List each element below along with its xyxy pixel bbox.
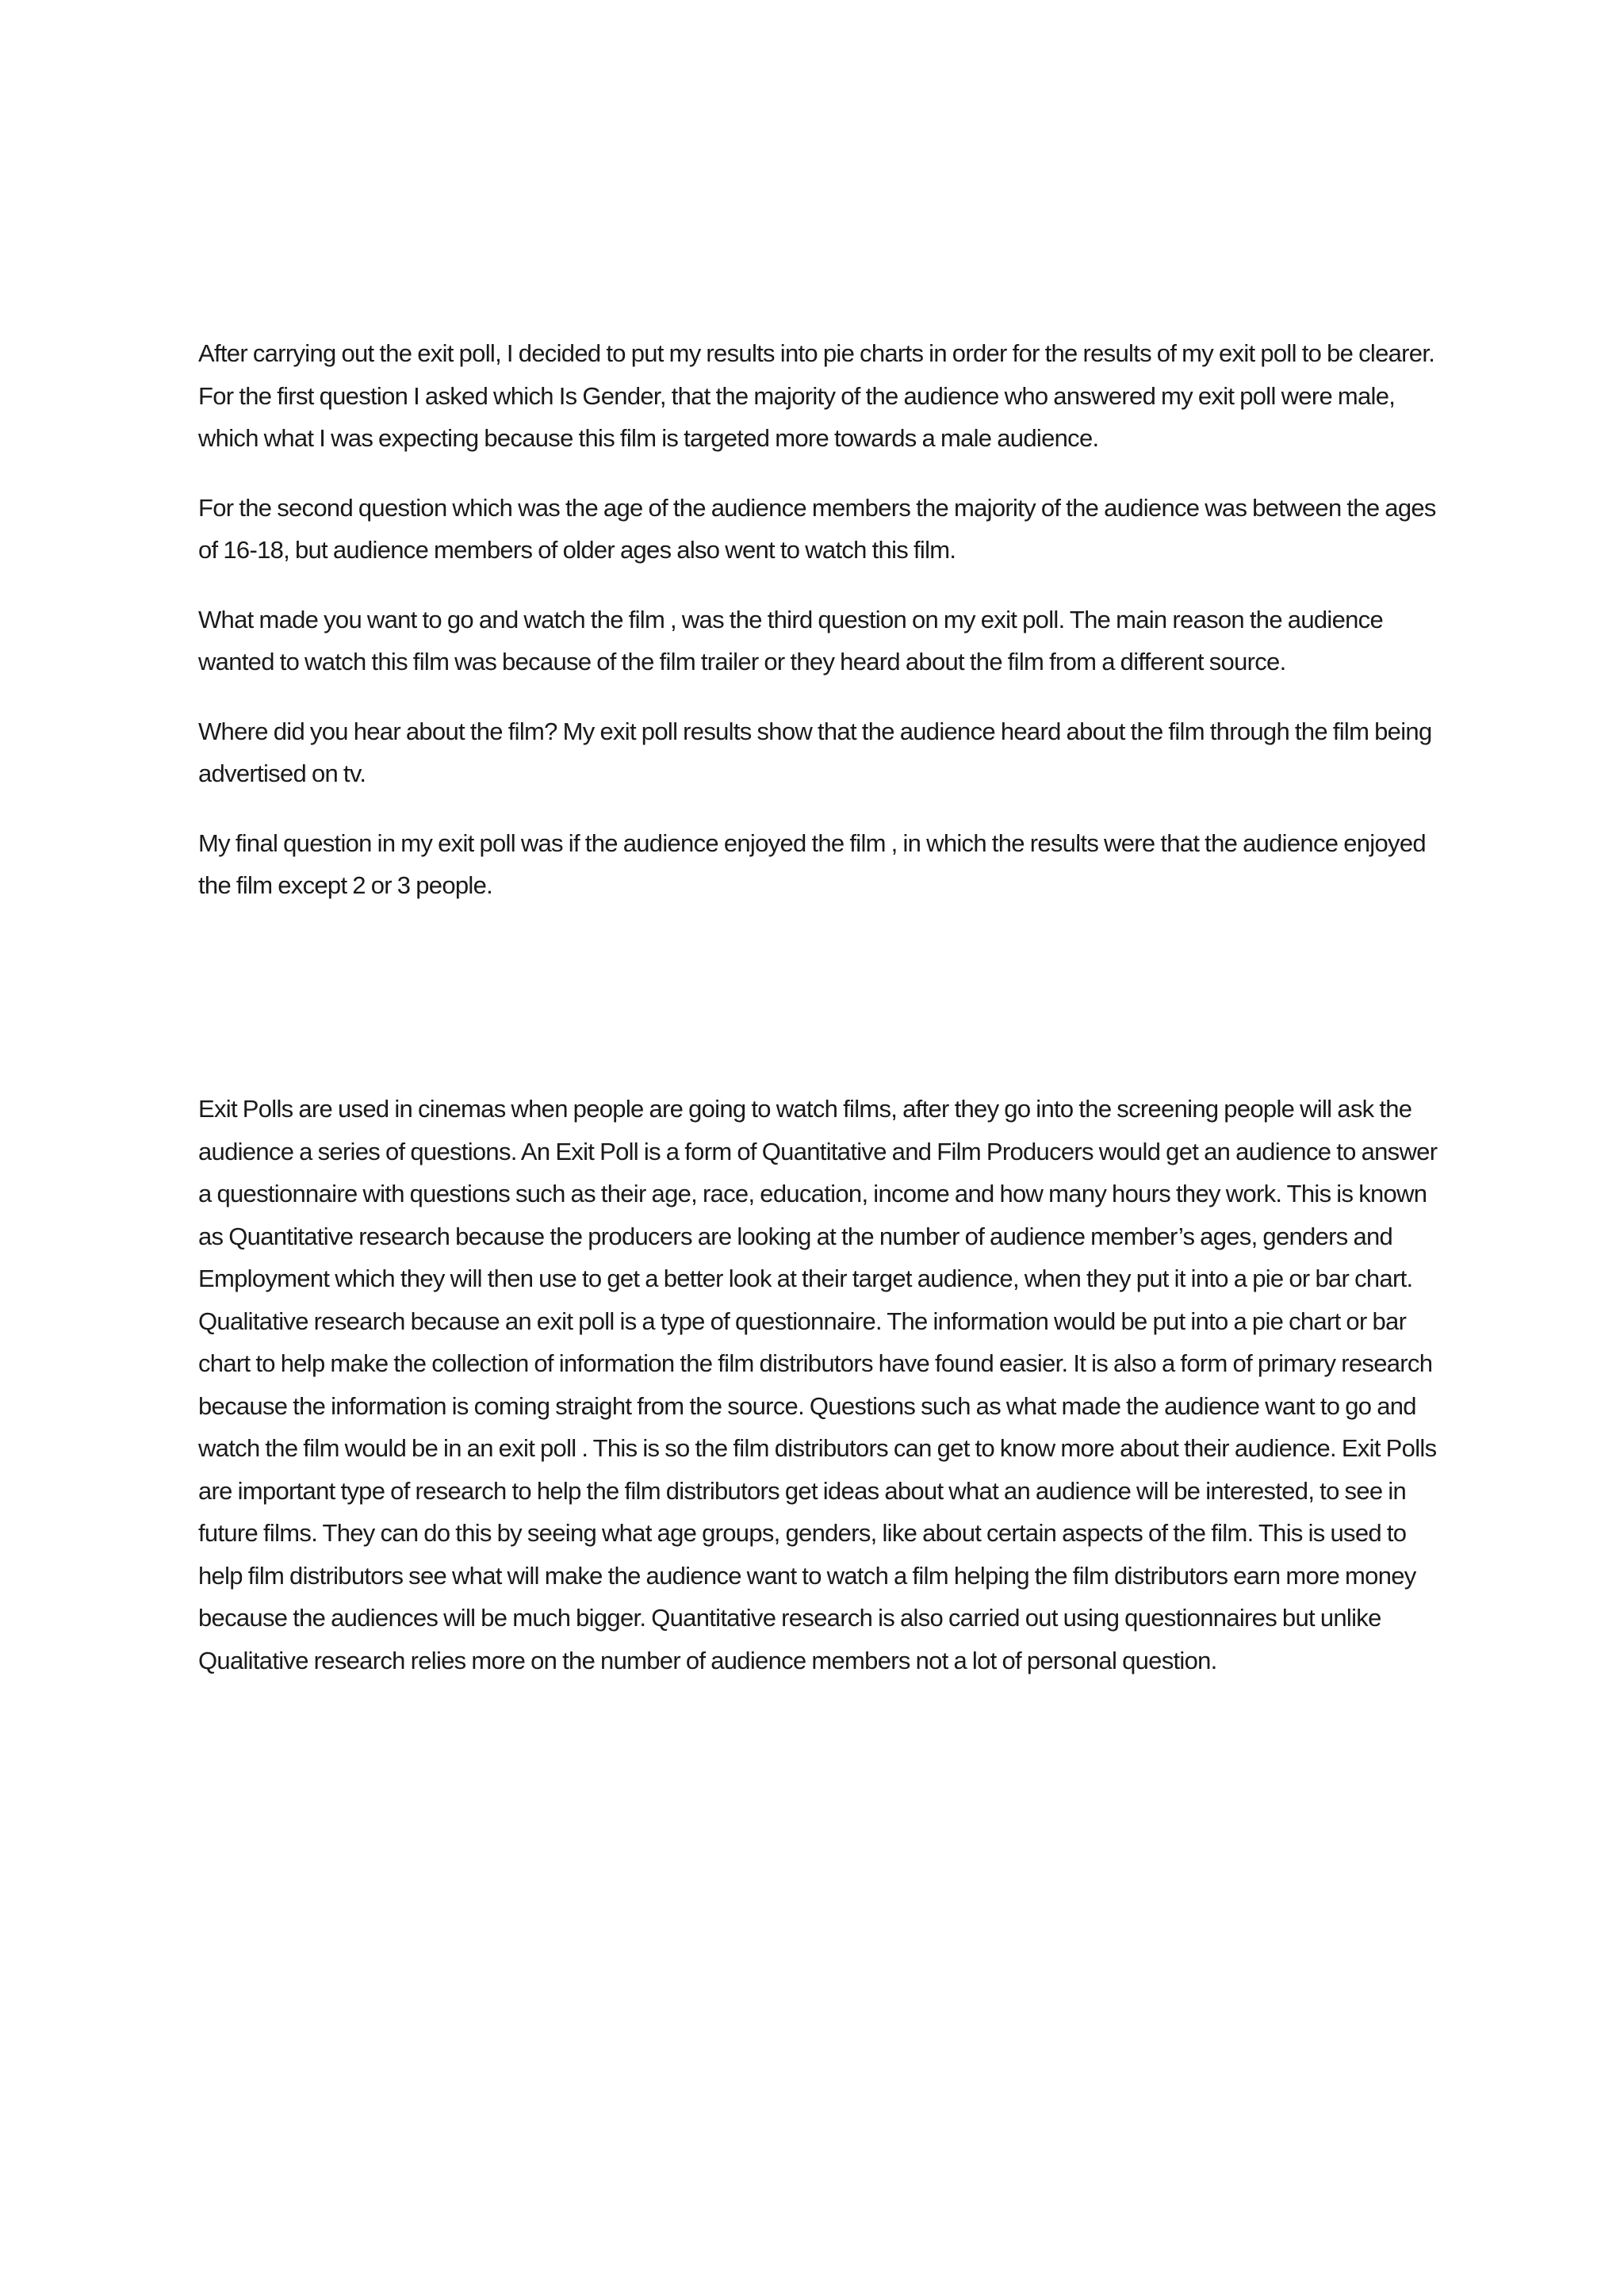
paragraph-source-results: Where did you hear about the film? My exit poll results show that the audience heard about the film through the film being advertised on tv.: [198, 717, 1432, 787]
exit-poll-results-section: [198, 332, 1451, 907]
paragraph-age-results: For the second question which was the age of the audience members the majority of the audience was between the ages of 16-18, but audience members of older ages also went to watch this film.: [198, 493, 1436, 564]
paragraph-exit-poll-explainer: Exit Polls are used in cinemas when people are going to watch films, after they go into the screening people will ask the audience a series of questions. An Exit Poll is a form of Quantitative and Film Producers would get an audience to answer a questionnaire with questions such as their age, race, education, income and how many hours they work. This is known as Quantitative research because the producers are looking at the number of audience member’s ages, genders and Employment which they will then use to get a better look at their target audience, when they put it into a pie or bar chart. Qualitative research because an exit poll is a type of questionnaire. The information would be put into a pie chart or bar chart to help make the collection of information the film distributors have found easier. It is also a form of primary research because the information is coming straight from the source. Questions such as what made the audience want to go and watch the film would be in an exit poll . This is so the film distributors can get to know more about their audience. Exit Polls are important type of research to help the film distributors get ideas about what an audience will be interested, to see in future films. They can do this by seeing what age groups, genders, like about certain aspects of the film. This is used to help film distributors see what will make the audience want to watch a film helping the film distributors earn more money because the audiences will be much bigger. Quantitative research is also carried out using questionnaires but unlike Qualitative research relies more on the number of audience members not a lot of personal question.: [198, 1095, 1438, 1674]
paragraph-enjoyment-results: My final question in my exit poll was if the audience enjoyed the film , in which the results were that the audience enjoyed the film except 2 or 3 people.: [198, 828, 1426, 899]
exit-poll-explainer-section: [198, 1088, 1451, 1682]
paragraph-motivation-results: What made you want to go and watch the film , was the third question on my exit poll. The main reason the audience wanted to watch this film was because of the film trailer or they heard about the film from a different source.: [198, 605, 1384, 675]
paragraph-gender-results: After carrying out the exit poll, I decided to put my results into pie charts in order for the results of my exit poll to be clearer. For the first question I asked which Is Gender, that the majority of the audience who answered my exit poll were male, which what I was expecting because this film is targeted more towards a male audience.: [198, 339, 1435, 452]
